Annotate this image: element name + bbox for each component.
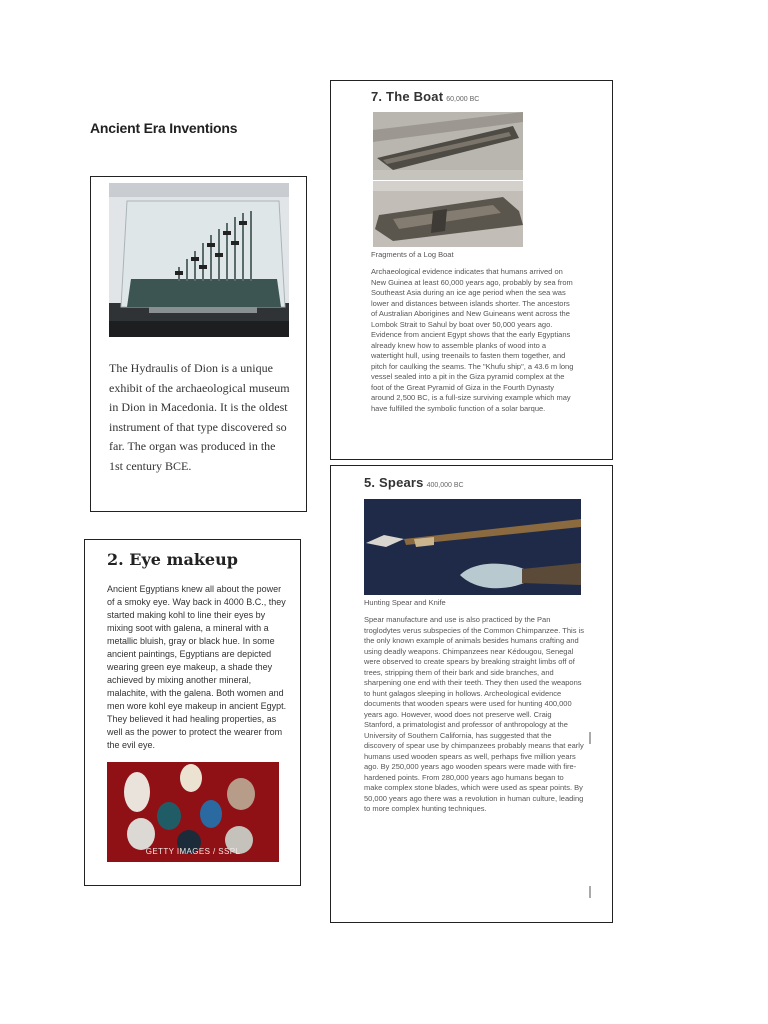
page-title: Ancient Era Inventions: [90, 120, 238, 136]
eye-makeup-photo: [107, 762, 279, 862]
boat-card: [330, 80, 613, 460]
hydraulis-card: [90, 176, 307, 512]
eye-makeup-card: [84, 539, 301, 886]
hydraulis-description: The Hydraulis of Dion is a unique exhibit of the archaeological museum in Dion in Macedonia. It is the oldest instrument of that type discovered so far. The organ was produced in the 1st century BCE.: [109, 361, 290, 473]
boat-description: Archaeological evidence indicates that humans arrived on New Guinea at least 60,000 years ago, probably by sea from Southeast Asia during an ice age period when the sea was lower and distances between islands shorter. The ancestors of Australian Aborigines and New Guineans went across the Lombok Strait to Sahul by boat over 50,000 years ago. Evidence from ancient Egypt shows that the early Egyptians already knew how to assemble planks of wood into a watertight hull, using treenails to fasten them together, and pitch for caulking the seams. The "Khufu ship", a 43.6 m long vessel sealed into a pit in the Giza pyramid complex at the foot of the Great Pyramid of Giza in the Fourth Dynasty around 2,500 BC, is a full-size surviving example which may have fulfilled the symbolic function of a solar barque.: [371, 267, 574, 413]
log-boat-photo-bottom: [373, 181, 523, 247]
spears-date: 400,000 BC: [426, 482, 464, 489]
spears-description: Spear manufacture and use is also practiced by the Pan troglodytes verus subspecies of the Common Chimpanzee. This is the only known example of animals besides humans crafting and using deadly weapons. Chimpanzees near Kédougou, Senegal were observed to create spears by breaking straight limbs off of trees, stripping them of their bark and side branches, and sharpening one end with their teeth. They then used the weapons to hunt galagos sleeping in hollows. Archeological evidence documents that wooden spears were used for hunting 400,000 years ago. However, wood does not preserve well. Craig Stanford, a primatologist and professor of anthropology at the University of Southern California, has suggested that the discovery of spear use by chimpanzees probably means that early humans used wooden spears as well, perhaps five million years ago. By 250,000 years ago wooden spears were made with fire-hardened points. From 280,000 years ago humans began to make complex stone blades, which were used as spear points. By 50,000 years ago there was a revolution in human culture, leading to more complex hunting techniques.: [364, 615, 584, 813]
eye-photo-caption: GETTY IMAGES / SSPL: [145, 847, 241, 856]
hydraulis-photo: [109, 183, 289, 337]
spears-title: 5. Spears: [364, 475, 424, 490]
boat-photo-caption: Fragments of a Log Boat: [371, 250, 454, 259]
eye-makeup-description: Ancient Egyptians knew all about the power of a smoky eye. Way back in 4000 B.C., they started making kohl to line their eyes by mixing soot with galena, a mineral with a metallic bluish, gray or black hue. In some ancient paintings, Egyptians are depicted wearing green eye makeup, a shade they achieved by mixing another mineral, malachite, with the galena. Both women and men wore kohl eye makeup in ancient Egypt. They believed it had healing properties, as well as the power to protect the wearer from the evil eye.: [107, 584, 287, 750]
spear-and-knife-photo: [364, 499, 581, 595]
log-boat-photo-top: [373, 112, 523, 180]
scroll-indicator: [589, 886, 591, 898]
spears-card: [330, 465, 613, 923]
boat-title: 7. The Boat: [371, 89, 444, 104]
eye-makeup-heading: 2. Eye makeup: [107, 550, 238, 569]
spears-photo-caption: Hunting Spear and Knife: [364, 598, 446, 607]
scroll-indicator: [589, 732, 591, 744]
spears-heading: [364, 475, 464, 490]
boat-heading: [371, 89, 479, 104]
boat-date: 60,000 BC: [446, 96, 480, 103]
